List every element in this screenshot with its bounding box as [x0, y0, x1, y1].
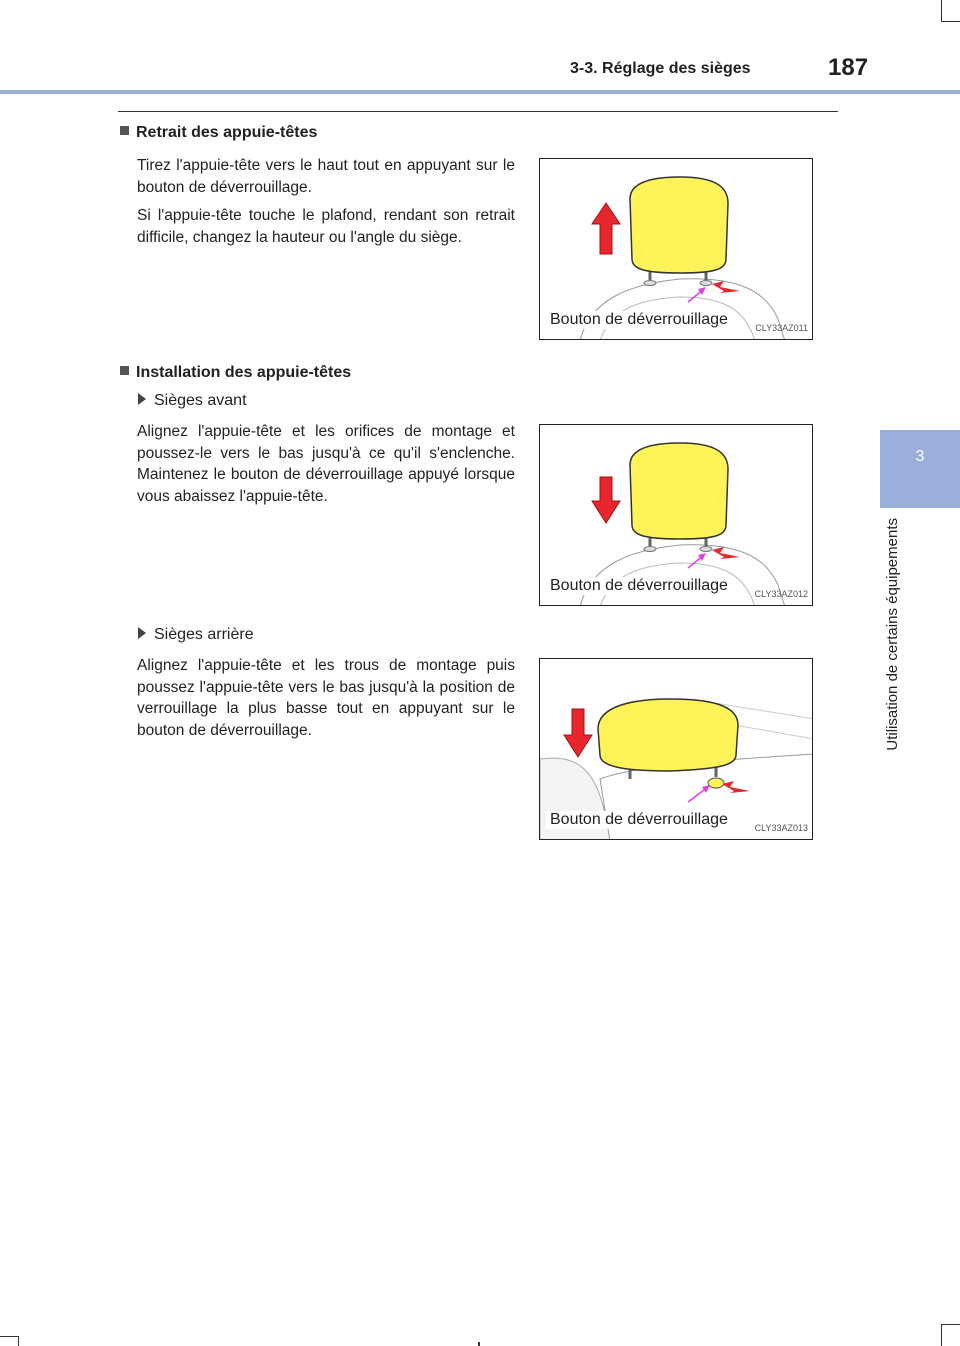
square-bullet-icon: [120, 126, 129, 135]
chapter-label-wrap: [884, 518, 914, 788]
chapter-tab: [880, 430, 960, 508]
square-bullet-icon: [120, 366, 129, 375]
triangle-bullet-icon: [138, 393, 146, 405]
header-rule: [0, 90, 960, 94]
release-button-label: Bouton de déverrouillage: [546, 811, 732, 829]
figure-code: CLY33AZ012: [754, 589, 808, 599]
release-button-label: Bouton de déverrouillage: [546, 311, 732, 329]
heading-retrait: [120, 124, 317, 142]
figure-code: CLY33AZ013: [754, 823, 808, 833]
crop-mark: [18, 1336, 19, 1346]
heading-retrait-text: Retrait des appuie-têtes: [136, 124, 318, 141]
crop-mark: [941, 0, 942, 22]
release-button-label: Bouton de déverrouillage: [546, 577, 732, 595]
footer-mark: [478, 1342, 480, 1346]
figure-front-install: [539, 424, 813, 606]
content-divider: [118, 111, 838, 112]
subheading-rear-text: Sièges arrière: [154, 626, 254, 643]
crop-mark: [0, 1336, 19, 1337]
heading-installation-text: Installation des appuie-têtes: [136, 364, 352, 381]
heading-installation: [120, 364, 351, 382]
paragraph-front: Alignez l'appuie-tête et les orifices de montage et poussez-le vers le bas jusqu'à ce qu'il s'enclenche. Maintenez le bouton de déverrouillage appuyé lorsque vous abaissez l'appuie-tête.: [137, 423, 515, 505]
subheading-rear: [138, 626, 254, 644]
chapter-label: Utilisation de certains équipements: [884, 518, 901, 751]
page-number: 187: [828, 54, 869, 81]
figure-rear-install: [539, 658, 813, 840]
subheading-front: [138, 392, 247, 410]
figure-removal: [539, 158, 813, 340]
crop-mark: [941, 1324, 942, 1346]
triangle-bullet-icon: [138, 627, 146, 639]
section-title: 3-3. Réglage des sièges: [570, 60, 751, 77]
paragraph-retrait-1: Tirez l'appuie-tête vers le haut tout en appuyant sur le bouton de déverrouillage.: [137, 157, 515, 196]
chapter-number: 3: [915, 448, 925, 465]
crop-mark: [941, 1324, 960, 1325]
subheading-front-text: Sièges avant: [154, 392, 247, 409]
crop-mark: [941, 21, 960, 22]
paragraph-rear: Alignez l'appuie-tête et les trous de montage puis poussez l'appuie-tête vers le bas jusqu'à la position de verrouillage la plus basse tout en appuyant sur le bouton de déverrouillage.: [137, 657, 515, 739]
figure-code: CLY33AZ011: [755, 323, 808, 333]
paragraph-retrait-2: Si l'appuie-tête touche le plafond, rendant son retrait difficile, changez la hauteur ou l'angle du siège.: [137, 207, 515, 246]
